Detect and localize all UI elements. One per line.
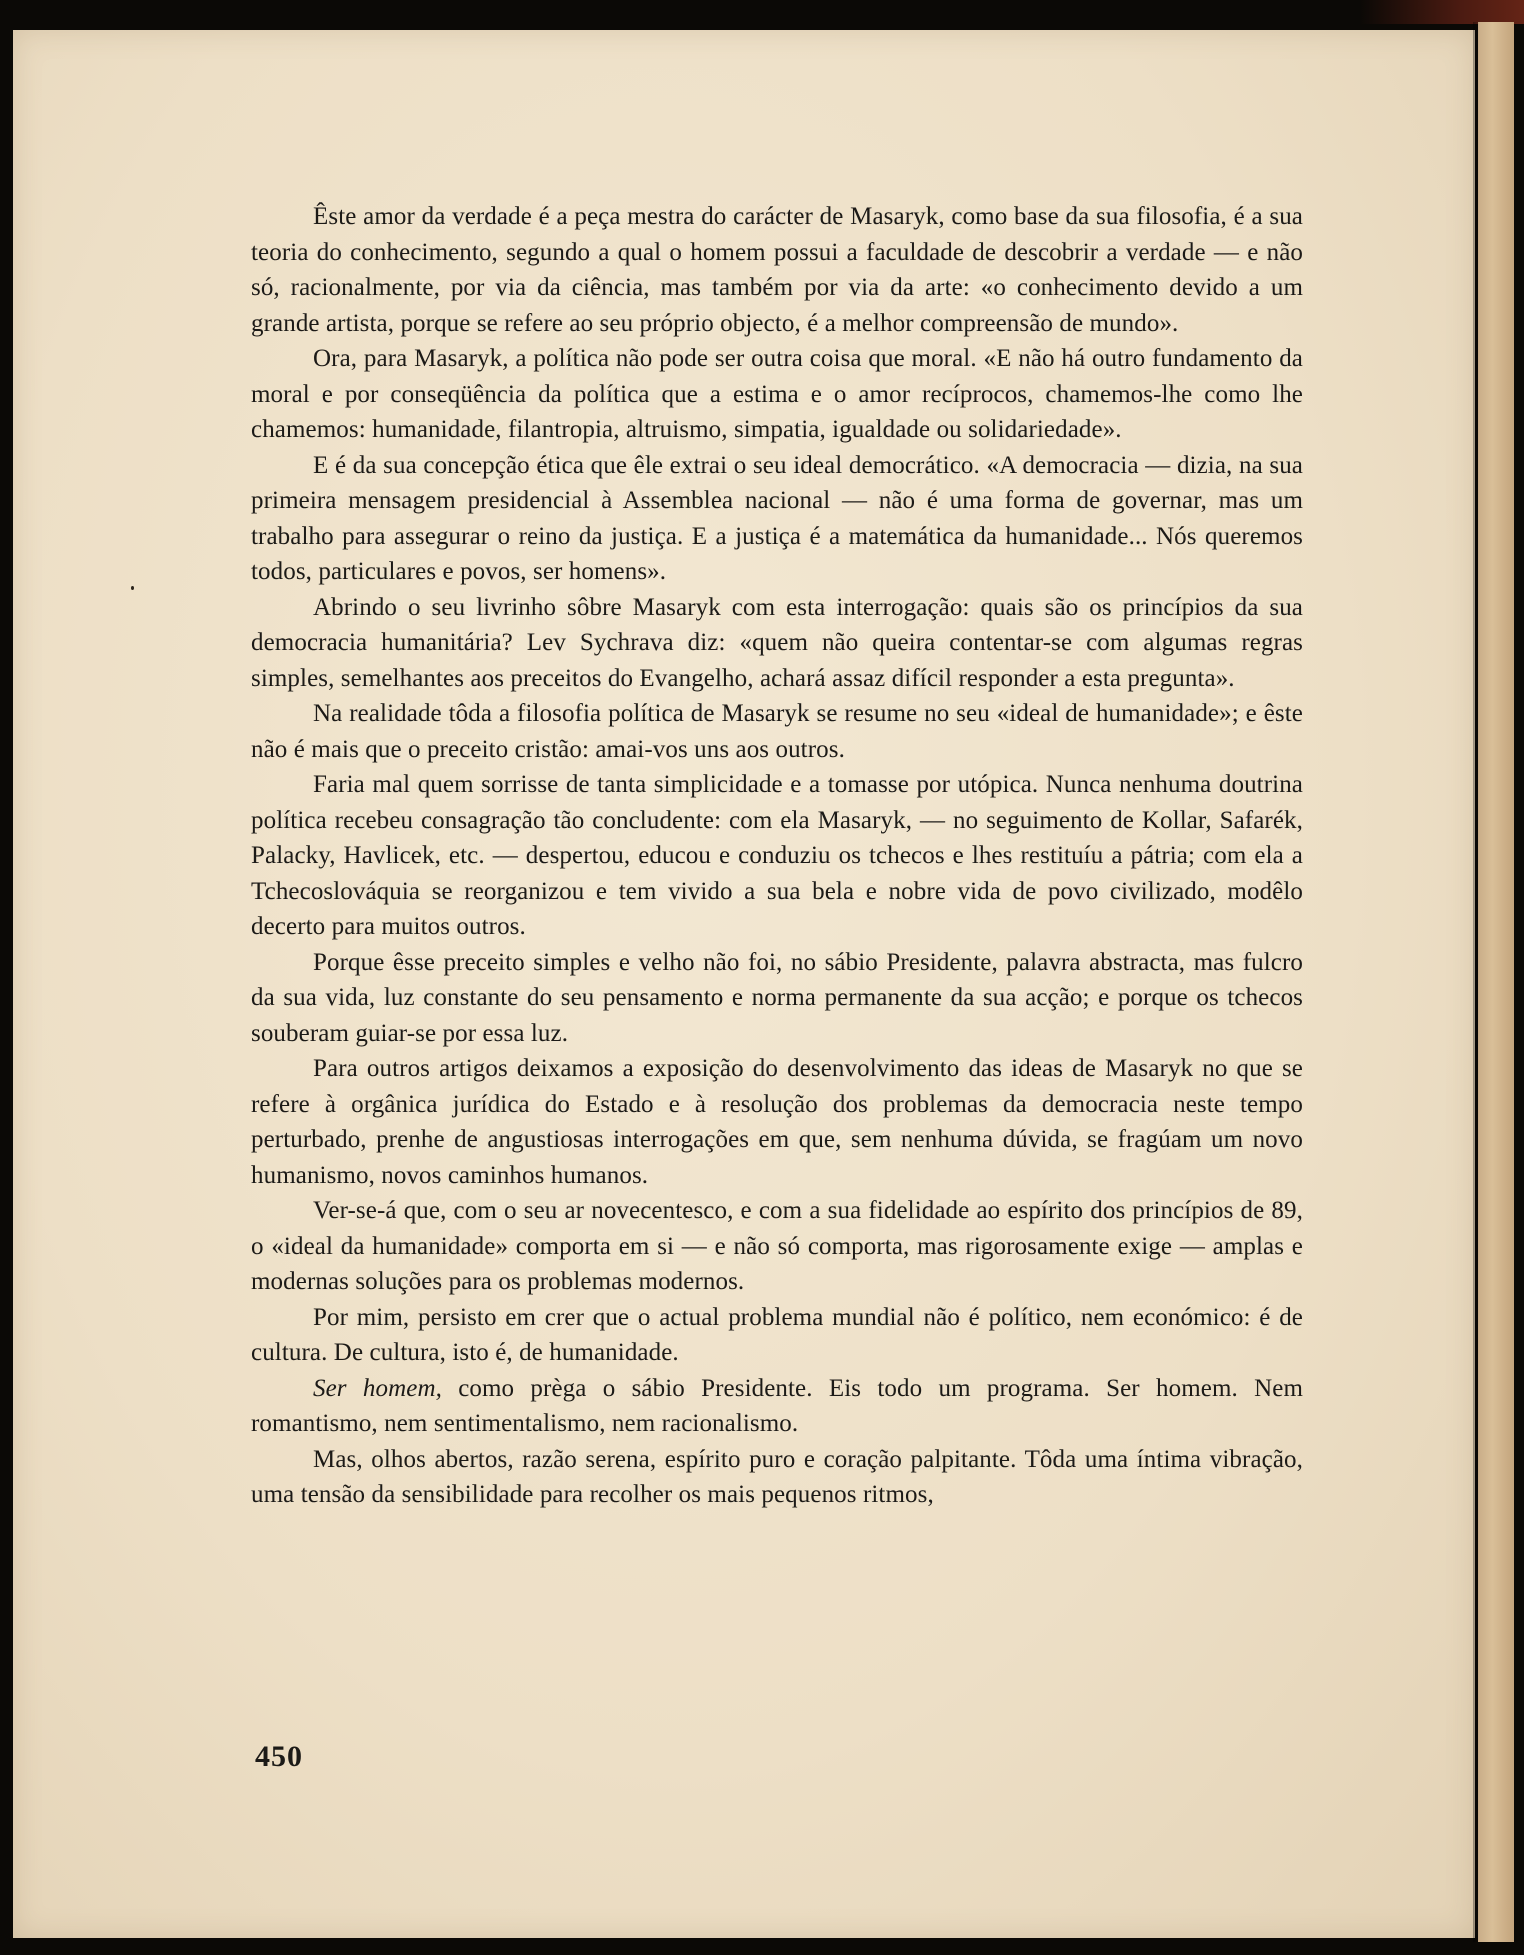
paragraph-rest: como prèga o sábio Presidente. Eis todo um programa. Ser homem. Nem romantismo, nem sentimentalismo, nem racionalismo. bbox=[251, 1374, 1303, 1437]
paragraph: Faria mal quem sorrisse de tanta simplicidade e a tomasse por utópica. Nunca nenhuma doutrina política recebeu consagração tão concludente: com ela Masaryk, — no seguimento de Kollar, Safarék, Palacky, Havlicek, etc. — despertou, educou e conduziu os tchecos e lhes restituíu a pátria; com ela a Tchecoslováquia se reorganizou e tem vivido a sua bela e nobre vida de povo civilizado, modêlo decerto para muitos outros. bbox=[251, 771, 1303, 940]
page-number: 450 bbox=[255, 1740, 303, 1773]
paragraph: Para outros artigos deixamos a exposição do desenvolvimento das ideas de Masaryk no que se refere à orgânica jurídica do Estado e à resolução dos problemas da democracia neste tempo perturbado, prenhe de angustiosas interrogações em que, sem nenhuma dúvida, se fragúam um novo humanismo, novos caminhos humanos. bbox=[251, 1055, 1303, 1189]
torn-corner-edge bbox=[1360, 0, 1524, 24]
italic-phrase: Ser homem, bbox=[313, 1374, 442, 1402]
paragraph-ser-homem bbox=[251, 1371, 1303, 1442]
paragraph: Por mim, persisto em crer que o actual problema mundial não é político, nem económico: é de cultura. De cultura, isto é, de humanidade. bbox=[251, 1303, 1303, 1366]
paragraph: Na realidade tôda a filosofia política de Masaryk se resume no seu «ideal de humanidade»; e êste não é mais que o preceito cristão: amai-vos uns aos outros. bbox=[251, 700, 1303, 763]
paragraph: Ora, para Masaryk, a política não pode ser outra coisa que moral. «E não há outro fundamento da moral e por conseqüência da política que a estima e o amor recíprocos, chamemos-lhe como lhe chamemos: humanidade, filantropia, altruismo, simpatia, igualdade ou solidariedade». bbox=[251, 345, 1303, 443]
paragraph-continued: Mas, olhos abertos, razão serena, espírito puro e coração palpitante. Tôda uma íntima vibração, uma tensão da sensibilidade para recolher os mais pequenos ritmos, bbox=[251, 1445, 1303, 1508]
paragraph: Porque êsse preceito simples e velho não foi, no sábio Presidente, palavra abstracta, mas fulcro da sua vida, luz constante do seu pensamento e norma permanente da sua acção; e porque os tchecos souberam guiar-se por essa luz. bbox=[251, 948, 1303, 1047]
paragraph: Êste amor da verdade é a peça mestra do carácter de Masaryk, como base da sua filosofia, é a sua teoria do conhecimento, segundo a qual o homem possui a faculdade de descobrir a verdade — e não só, racionalmente, por via da ciência, mas também por via da arte: «o conhecimento devido a um grande artista, porque se refere ao seu próprio objecto, é a melhor compreensão de mundo». bbox=[251, 203, 1303, 337]
paragraph: E é da sua concepção ética que êle extrai o seu ideal democrático. «A democracia — dizia, na sua primeira mensagem presidencial à Assemblea nacional — não é uma forma de governar, mas um trabalho para assegurar o reino da justiça. E a justiça é a matemática da humanidade... Nós queremos todos, particulares e povos, ser homens». bbox=[251, 451, 1303, 585]
body-text bbox=[251, 199, 1303, 1513]
paragraph: Ver-se-á que, com o seu ar novecentesco, e com a sua fidelidade ao espírito dos princípios de 89, o «ideal da humanidade» comporta em si — e não só comporta, mas rigorosamente exige — amplas e modernas soluções para os problemas modernos. bbox=[251, 1197, 1303, 1295]
ink-speck bbox=[131, 586, 134, 590]
page-gutter-shadow bbox=[1473, 22, 1479, 1942]
paragraph: Abrindo o seu livrinho sôbre Masaryk com esta interrogação: quais são os princípios da sua democracia humanitária? Lev Sychrava diz: «quem não queira contentar-se com algumas regras simples, semelhantes aos preceitos do Evangelho, achará assaz difícil responder a esta pregunta». bbox=[251, 593, 1303, 692]
next-page-edge bbox=[1478, 22, 1514, 1942]
